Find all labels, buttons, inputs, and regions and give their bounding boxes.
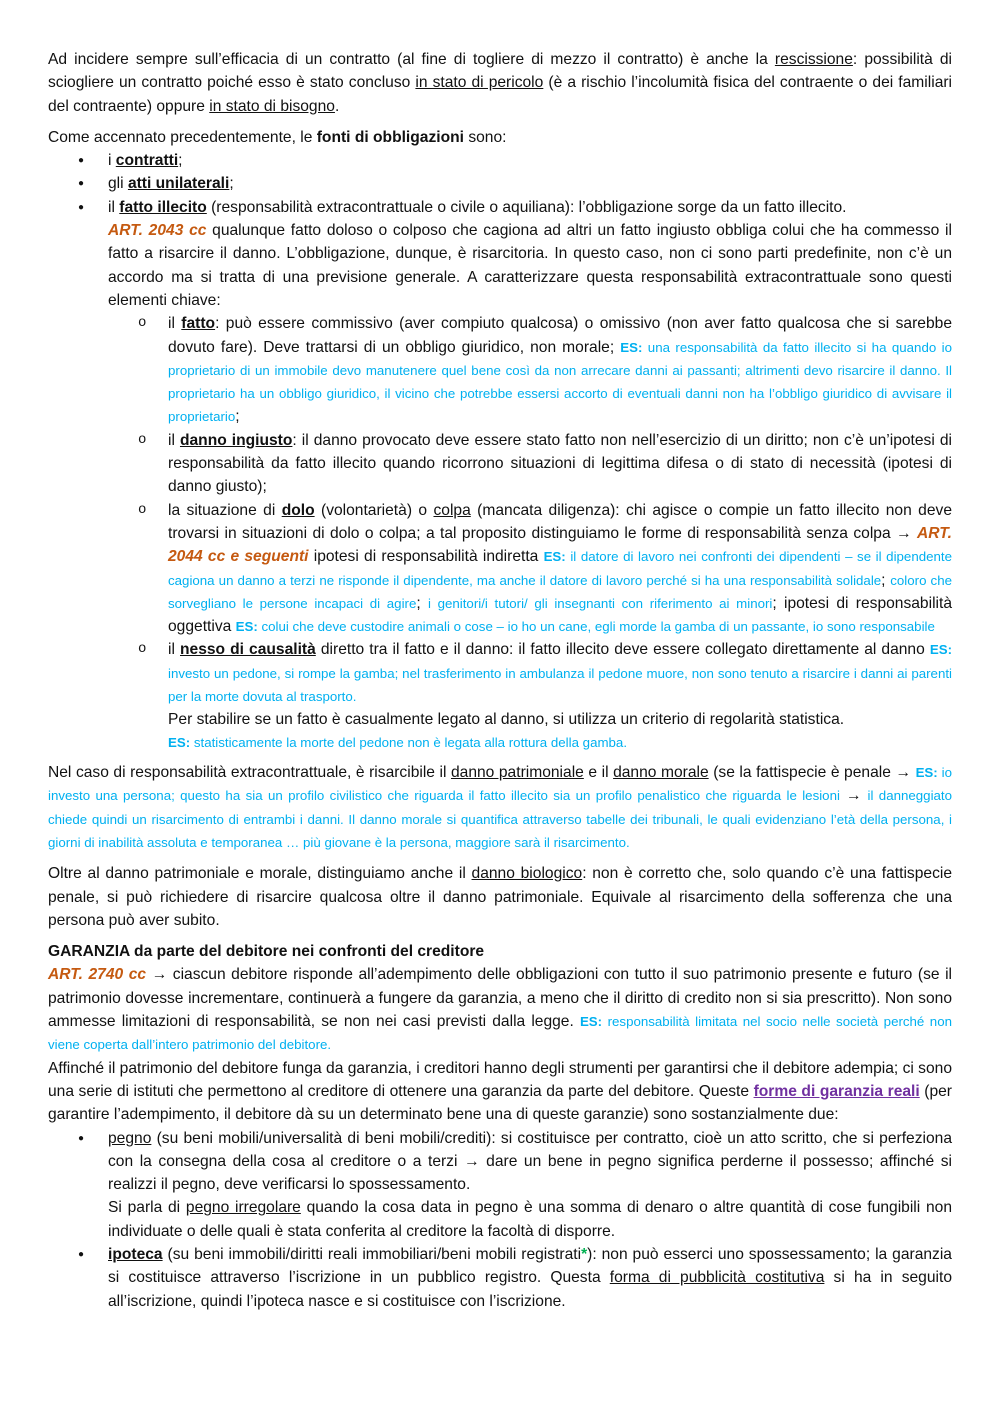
term-pubblicita-costitutiva: forma di pubblicità costitutiva bbox=[609, 1269, 825, 1287]
text: ipotesi di responsabilità indiretta bbox=[308, 548, 544, 566]
term-colpa: colpa bbox=[433, 501, 471, 519]
text: Oltre al danno patrimoniale e morale, distinguiamo anche il bbox=[48, 865, 472, 883]
list-garanzie bbox=[48, 1127, 952, 1313]
paragraph-art-2740 bbox=[48, 963, 952, 1056]
term-dolo: dolo bbox=[281, 501, 315, 519]
term-pegno-irregolare: pegno irregolare bbox=[185, 1199, 301, 1217]
term-rescissione: rescissione bbox=[774, 51, 853, 68]
term-forme-garanzia-reali: forme di garanzia reali bbox=[753, 1082, 920, 1100]
example-label: ES: bbox=[235, 619, 258, 635]
text: Come accennato precedentemente, le bbox=[48, 128, 317, 146]
term-stato-bisogno: in stato di bisogno bbox=[209, 97, 335, 115]
section-heading-garanzia: GARANZIA da parte del debitore nei confronti del creditore bbox=[48, 943, 485, 961]
example-label: ES: bbox=[168, 734, 191, 750]
example-text: investo un pedone, si rompe la gamba; nel trasferimento in ambulanza il pedone muore, non sono tenuto a risarcire i danni ai parenti per la morte dovuta al trasporto. bbox=[168, 665, 952, 705]
text: ; ipotesi di responsabilità oggettiva bbox=[168, 594, 952, 636]
term-fonti-obbligazioni: fonti di obbligazioni bbox=[316, 128, 464, 146]
article-ref: ART. 2043 cc bbox=[108, 222, 207, 240]
sublist-item-danno-ingiusto bbox=[108, 429, 952, 499]
example-label: ES: bbox=[915, 765, 938, 781]
document-body bbox=[48, 48, 952, 1321]
term-contratti: contratti bbox=[115, 152, 179, 170]
term-danno-ingiusto: danno ingiusto bbox=[179, 431, 293, 449]
example-label: ES: bbox=[620, 339, 643, 355]
text: (volontarietà) o bbox=[314, 501, 434, 519]
text: si ha in seguito all’iscrizione, quindi l’ipoteca nasce e si costituisce con l’iscrizione. bbox=[108, 1269, 952, 1310]
example-text: il datore di lavoro nei confronti dei dipendenti – se il dipendente cagiona un danno a terzi ne risponde il dipendente, ma anche il datore di lavoro perché si ha una responsabilità solidale bbox=[168, 549, 952, 588]
text: : il danno provocato deve essere stato fatto non nell’esercizio di un diritto; non c’è un’ipotesi di responsabilità da fatto illecito quando ricorrono situazioni di legittima difesa o di stato di necessità (ipotesi di danno giusto); bbox=[168, 431, 952, 496]
term-danno-biologico: danno biologico bbox=[471, 865, 583, 883]
example-text: statisticamente la morte del pedone non è legata alla rottura della gamba. bbox=[190, 734, 628, 750]
example-note bbox=[236, 619, 935, 634]
arrow-icon: → bbox=[839, 787, 868, 805]
example-text: il danneggiato chiede quindi un risarcimento di entrambi i danni. Il danno morale si quantifica attraverso tabelle dei tribunali, le quali evidenziano l’età della persona, i giorni di inabilità assoluta e temporanea … più giovane è la persona, maggiore sarà il risarcimento. bbox=[48, 788, 953, 850]
text: (mancata diligenza): chi agisce o compie un fatto illecito non deve trovarsi in situazioni di dolo o colpa; a tal proposito distinguiamo le forme di responsabilità senza colpa → bbox=[168, 501, 952, 542]
text: (se la fattispecie è penale → bbox=[708, 764, 916, 782]
text: la situazione di bbox=[168, 501, 282, 519]
text: (responsabilità extracontrattuale o civile o aquiliana): l’obbligazione sorge da un fatto illecito. bbox=[206, 198, 847, 216]
text: ; bbox=[881, 571, 891, 589]
text: qualunque fatto doloso o colposo che cagiona ad altri un fatto ingiusto obbliga colui che ha commesso il fatto a risarcire il danno. L’obbligazione, dunque, è risarcitoria. In questo caso, non ci sono parti predefinite, non c’è un accordo ma si tratta di una previsione generale. A caratterizzare questa responsabilità extracontrattuale sono questi elementi chiave: bbox=[108, 222, 952, 309]
text: il bbox=[108, 198, 120, 216]
text-regolarita: Per stabilire se un fatto è casualmente legato al danno, si utilizza un criterio di regolarità statistica. bbox=[168, 711, 845, 729]
list-item-atti-unilaterali bbox=[48, 172, 952, 195]
term-atti-unilaterali: atti unilaterali bbox=[127, 175, 230, 193]
text: ): non può esserci uno spossessamento; la garanzia si costituisce attraverso l’iscrizione in un pubblico registro. Questa bbox=[108, 1246, 952, 1287]
text: : può essere commissivo (aver compiuto qualcosa) o omissivo (non aver fatto qualcosa che si sarebbe dovuto fare). Deve trattarsi di un obbligo giuridico, non morale; bbox=[168, 315, 952, 356]
text: i bbox=[108, 152, 116, 170]
paragraph-danno-patrimoniale-morale bbox=[48, 761, 952, 854]
text: (per garantire l’adempimento, il debitore dà su un determinato bene una di queste garanzie) sono sostanzialmente due: bbox=[48, 1082, 952, 1124]
term-pegno: pegno bbox=[108, 1129, 152, 1147]
list-item-ipoteca bbox=[48, 1243, 952, 1313]
text: : non è corretto che, solo quando c’è una fattispecie penale, si può richiedere di risarcire qualcosa oltre il danno patrimoniale. Equivale al risarcimento della sofferenza che una persona può aver subito. bbox=[48, 865, 953, 929]
term-nesso-causalita: nesso di causalità bbox=[180, 641, 316, 659]
text: e il bbox=[583, 764, 614, 782]
term-danno-morale: danno morale bbox=[613, 764, 709, 782]
text: (su beni mobili/universalità di beni mobili/crediti): si costituisce per contratto, cioè un atto scritto, che si perfeziona con la consegna della cosa al creditore o a terzi → dare un bene in pegno significa perderne il possesso; affinché si realizzi il pegno, deve verificarsi lo spossessamento. bbox=[108, 1129, 952, 1194]
article-ref: ART. 2740 cc bbox=[48, 966, 147, 984]
text: il bbox=[168, 431, 180, 449]
text: Si parla di bbox=[108, 1199, 186, 1217]
text: ; bbox=[235, 408, 240, 426]
sublist-item-dolo-colpa bbox=[108, 499, 952, 639]
example-text: coloro che sorvegliano le persone incapaci di agire bbox=[168, 572, 952, 611]
text: ; bbox=[416, 594, 428, 612]
term-danno-patrimoniale: danno patrimoniale bbox=[450, 764, 584, 782]
article-ref: ART. 2044 cc e seguenti bbox=[168, 524, 952, 566]
example-text: colui che deve custodire animali o cose – io ho un cane, egli morde la gamba di un passante, io sono responsabile bbox=[257, 619, 935, 635]
text: quando la cosa data in pegno è una somma di denaro o altre quantità di cose fungibili non individuate o delle quali è stata conferita al creditore la facoltà di disporre. bbox=[108, 1199, 952, 1240]
term-ipoteca: ipoteca bbox=[108, 1246, 163, 1264]
text: sono: bbox=[463, 128, 507, 146]
term-fatto-illecito: fatto illecito bbox=[119, 198, 207, 216]
text: diretto tra il fatto e il danno: il fatto illecito deve essere collegato direttamente al danno bbox=[315, 641, 930, 659]
text: Nel caso di responsabilità extracontrattuale, è risarcibile il bbox=[48, 764, 451, 782]
example-text: io investo una persona; questo ha sia un profilo civilistico che riguarda il fatto illecito sia un profilo penalistico che riguarda le lesioni bbox=[48, 765, 952, 804]
list-item-pegno bbox=[48, 1127, 952, 1243]
term-stato-pericolo: in stato di pericolo bbox=[415, 74, 544, 92]
example-note bbox=[168, 732, 952, 754]
list-fonti bbox=[48, 149, 952, 753]
sublist-item-nesso-causalita bbox=[108, 638, 952, 753]
text: ; bbox=[178, 152, 183, 170]
example-text: responsabilità limitata nel socio nelle società perché non viene coperta dall’intero patrimonio del debitore. bbox=[48, 1014, 952, 1053]
text: ; bbox=[229, 175, 234, 193]
sublist-elementi bbox=[108, 312, 952, 753]
text: (su beni immobili/diritti reali immobiliari/beni mobili registrati bbox=[162, 1246, 582, 1264]
asterisk-mark: * bbox=[581, 1246, 588, 1264]
text: ciascun debitore risponde all’adempimento delle obbligazioni con tutto il suo patrimonio presente e futuro (se il patrimonio dovesse incrementare, continuerà a fungere da garanzia, a meno che il diritto di credito non si sia prescritto). Non sono ammesse limitazioni di responsabilità, se non nei casi previsti dalla legge. bbox=[48, 966, 953, 1031]
text: Affinché il patrimonio del debitore funga da garanzia, i creditori hanno degli strumenti per garantirsi che il debitore adempia; ci sono una serie di istituti che permettono al creditore di ottenere una garanzia da parte del debitore. Queste bbox=[48, 1059, 952, 1100]
list-item-fatto-illecito bbox=[48, 196, 952, 753]
text: il bbox=[168, 641, 180, 659]
text: : possibilità di sciogliere un contratto poiché esso è stato concluso bbox=[48, 51, 953, 92]
text: gli bbox=[108, 175, 128, 193]
paragraph-forme-garanzia bbox=[48, 1057, 952, 1127]
example-label: ES: bbox=[579, 1014, 603, 1030]
example-text: una responsabilità da fatto illecito si ha quando io proprietario di un immobile devo manutenere quel bene così da non arrecare danni ai passanti; altrimenti devo risarcire il danno. Il proprietario ha un obbligo giuridico, il vicino che potrebbe essersi accorto di eventuali danni non ha l’obbligo giuridico di avvisare il proprietario bbox=[168, 339, 953, 425]
text: Ad incidere sempre sull’efficacia di un contratto (al fine di togliere di mezzo il contratto) è anche la bbox=[48, 51, 775, 68]
arrow-icon: → bbox=[146, 966, 173, 984]
example-label: ES: bbox=[929, 642, 953, 658]
sublist-item-fatto bbox=[108, 312, 952, 428]
list-item-contratti bbox=[48, 149, 952, 172]
example-text: i genitori/i tutori/ gli insegnanti con riferimento ai minori bbox=[427, 595, 773, 611]
paragraph-fonti bbox=[48, 126, 952, 149]
term-fatto: fatto bbox=[181, 315, 216, 333]
text: (è a rischio l’incolumità fisica del contraente o dei familiari del contraente) oppure bbox=[48, 74, 953, 115]
example-label: ES: bbox=[543, 549, 566, 565]
text: . bbox=[334, 97, 340, 115]
paragraph-danno-biologico bbox=[48, 862, 952, 932]
paragraph-rescissione bbox=[48, 48, 952, 118]
text: il bbox=[168, 315, 182, 333]
